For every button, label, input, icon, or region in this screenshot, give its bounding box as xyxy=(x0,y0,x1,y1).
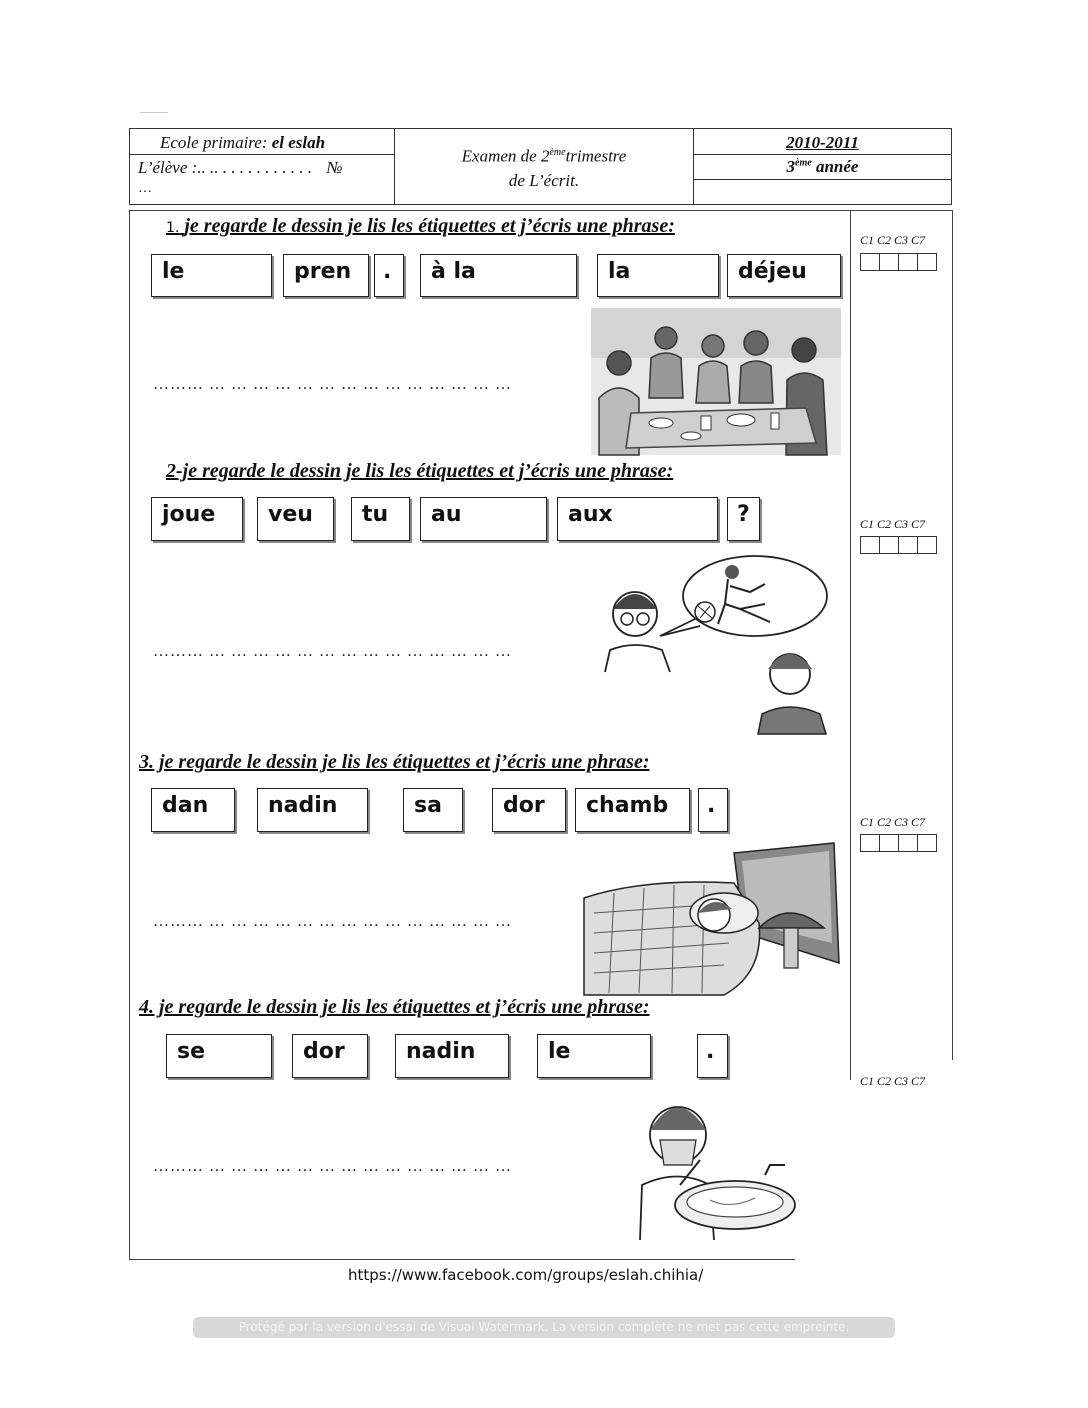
number-label: № xyxy=(326,158,343,177)
label-card[interactable]: la xyxy=(597,254,719,297)
exercise-1-number: 1. xyxy=(166,220,180,236)
exam-line1-b: trimestre xyxy=(565,146,627,166)
sleeping-girl-illustration xyxy=(584,843,841,995)
label-card[interactable]: déjeu xyxy=(727,254,841,297)
grade-num: 3 xyxy=(786,157,796,176)
competence-boxes xyxy=(861,834,937,852)
exercise-4-instruction xyxy=(139,996,650,1019)
label-card[interactable]: pren xyxy=(283,254,369,297)
lunch-illustration xyxy=(591,308,841,455)
competence-header-cropped xyxy=(860,1071,925,1080)
label-card[interactable]: dor xyxy=(292,1034,368,1078)
student-ellipsis: … xyxy=(138,181,152,196)
label-card[interactable]: dan xyxy=(151,788,235,832)
exam-header xyxy=(129,128,952,205)
label-card[interactable]: veu xyxy=(257,497,334,541)
school-line xyxy=(160,133,325,153)
exercise-3-text: 3. je regarde le dessin je lis les étiquettes et j’écris une phrase: xyxy=(139,751,650,773)
competence-header: C1 C2 C3 C7 xyxy=(860,233,926,247)
label-card[interactable]: chamb xyxy=(575,788,690,832)
label-card[interactable]: . xyxy=(698,788,728,832)
school-year: 2010-2011 xyxy=(786,133,859,152)
label-card[interactable]: . xyxy=(697,1034,728,1078)
label-card[interactable]: se xyxy=(166,1034,272,1078)
label-card[interactable]: nadin xyxy=(257,788,368,832)
label-card[interactable]: nadin xyxy=(395,1034,509,1078)
exercise-4-text: 4. je regarde le dessin je lis les étiquettes et j’écris une phrase: xyxy=(139,996,650,1018)
label-card[interactable]: à la xyxy=(420,254,577,297)
exercise-2-instruction xyxy=(166,460,673,483)
grade-sup: ème xyxy=(795,157,812,169)
label-card[interactable]: le xyxy=(151,254,272,297)
student-label: L’élève :.. .. . . . . . . . . . . . xyxy=(138,158,313,177)
label-card[interactable]: . xyxy=(374,254,404,297)
label-card[interactable]: aux xyxy=(557,497,718,541)
exam-line1-a: Examen de 2 xyxy=(461,146,550,166)
label-card[interactable]: tu xyxy=(351,497,410,541)
school-label: Ecole primaire: xyxy=(160,133,268,152)
competence-header: C1 C2 C3 C7 xyxy=(860,815,926,829)
competence-column-divider xyxy=(850,210,851,1080)
label-card[interactable]: dor xyxy=(492,788,566,832)
answer-line[interactable]: ……… … … … … … … … … … … … … … … xyxy=(153,1158,512,1175)
answer-line[interactable]: ……… … … … … … … … … … … … … … … xyxy=(153,913,512,930)
competence-header: C1 C2 C3 C7 xyxy=(860,517,926,531)
exercise-1-text: je regarde le dessin je lis les étiquettes et j’écris une phrase: xyxy=(184,215,675,237)
competence-boxes xyxy=(861,253,937,271)
exercise-2-text: 2-je regarde le dessin je lis les étiquettes et j’écris une phrase: xyxy=(166,460,674,482)
header-student-cell xyxy=(130,129,395,204)
footer-url[interactable]: https://www.facebook.com/groups/eslah.chihia/ xyxy=(348,1266,704,1284)
football-illustration xyxy=(600,554,830,736)
label-card[interactable]: le xyxy=(537,1034,651,1078)
label-card[interactable]: au xyxy=(420,497,547,541)
exercise-1-instruction xyxy=(166,215,675,238)
competence-boxes xyxy=(861,536,937,554)
label-card[interactable]: ? xyxy=(727,497,760,541)
header-year-cell xyxy=(693,129,951,204)
label-card[interactable]: sa xyxy=(403,788,463,832)
grade-label: année xyxy=(815,157,859,176)
scan-mark xyxy=(140,112,168,113)
exercise-3-instruction xyxy=(139,751,650,774)
washing-girl-illustration xyxy=(630,1090,795,1240)
exam-title xyxy=(395,141,693,193)
label-card[interactable]: joue xyxy=(151,497,243,541)
exam-line2: de L’écrit. xyxy=(508,170,580,190)
exam-line1-sup: ème xyxy=(549,147,566,158)
grade xyxy=(694,157,951,177)
cutout-mask xyxy=(795,1080,955,1270)
school-name: el eslah xyxy=(271,133,326,152)
watermark-banner: Protégé par la version d'essai de Visual Watermark. La version complète ne met pas cette empreinte. xyxy=(193,1317,895,1338)
answer-line[interactable]: ……… … … … … … … … … … … … … … … xyxy=(153,643,512,660)
student-line xyxy=(138,158,342,178)
answer-line[interactable]: ……… … … … … … … … … … … … … … … xyxy=(153,376,512,393)
